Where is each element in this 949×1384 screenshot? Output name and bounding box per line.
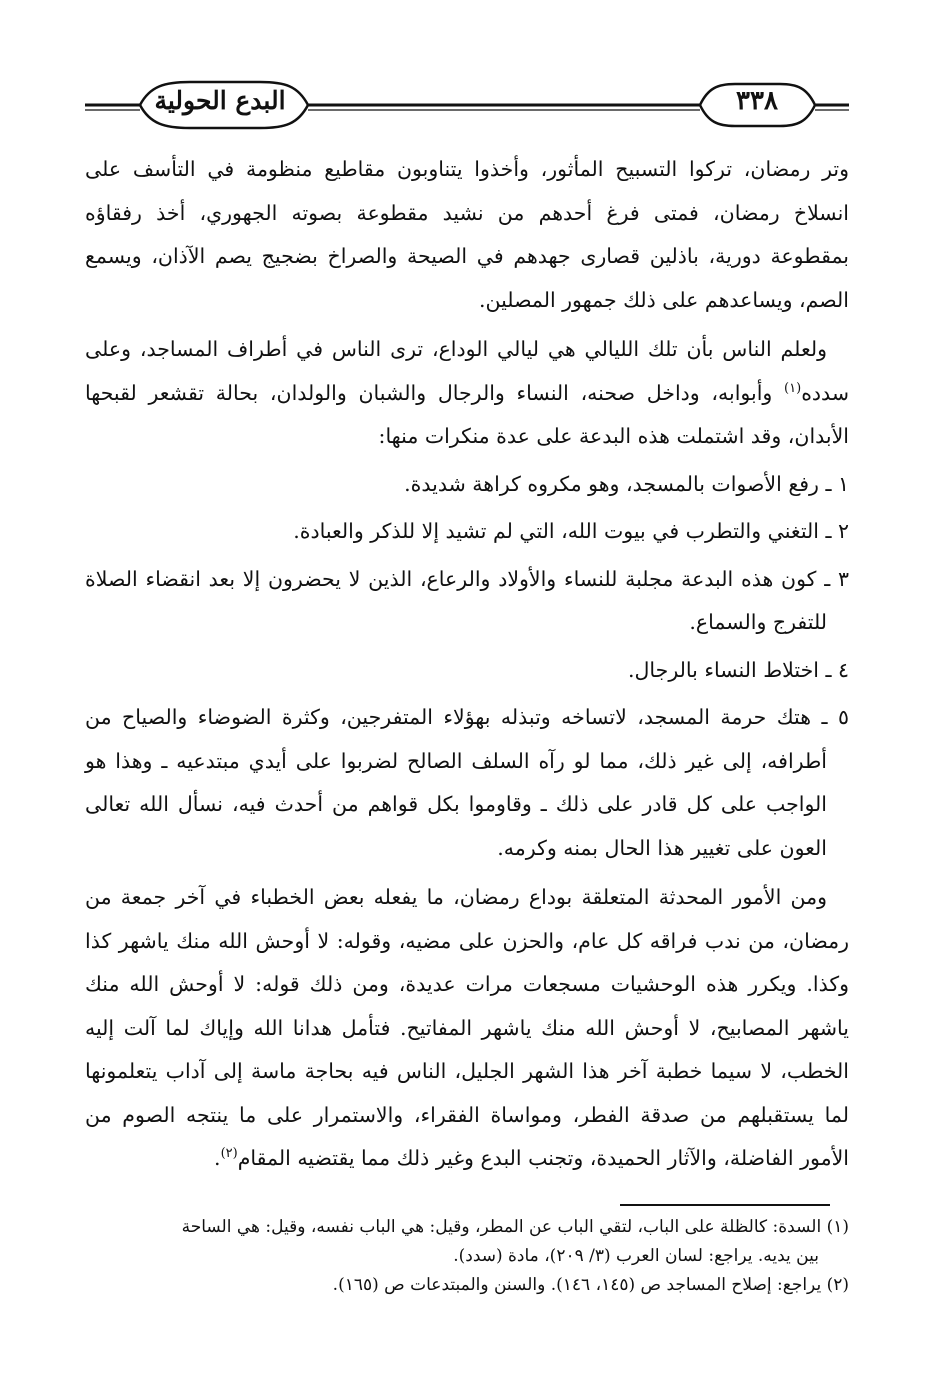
footnote-ref-1: (١) xyxy=(784,380,802,396)
paragraph-2-text-a: ولعلم الناس بأن تلك الليالي هي ليالي الوداع، ترى الناس في أطراف المساجد، وعلى سدده xyxy=(85,337,849,405)
footnote-2: (٢) يراجع: إصلاح المساجد ص (١٤٥، ١٤٦). والسنن والمبتدعات ص (١٦٥). xyxy=(332,1275,849,1295)
list-item: ٤ ـ اختلاط النساء بالرجال. xyxy=(628,657,849,682)
paragraph-2-text-b: وأبوابه، وداخل صحنه، النساء والرجال والشبان والولدان، بحالة تقشعر لقبحها الأبدان، وقد اشتملت هذه البدعة على عدة منكرات منها: xyxy=(85,380,849,448)
paragraph-3 xyxy=(85,876,849,1181)
header-ornament-frame xyxy=(0,74,949,136)
footnote-1-line-1: (١) السدة: كالظلة على الباب، لتقي الباب عن المطر، وقيل: هي الباب نفسه، وقيل: هي الساحة xyxy=(181,1217,849,1237)
list-item: ٢ ـ التغني والتطرب في بيوت الله، التي لم تشيد إلا للذكر والعبادة. xyxy=(293,519,849,543)
footnotes xyxy=(85,1213,849,1300)
list-item: ١ ـ رفع الأصوات بالمسجد، وهو مكروه كراهة شديدة. xyxy=(404,471,849,496)
footnote-ref-2: (٢) xyxy=(220,1146,238,1162)
footnote-1 xyxy=(85,1213,849,1271)
list-item: ٥ ـ هتك حرمة المسجد، لاتساخه وتبذله بهؤلاء المتفرجين، وكثرة الضوضاء والصياح من أطرافه، إلى غير ذلك، مما لو رآه السلف الصالح لضربوا على أيدي مبتدعيه ـ وهذا هو الواجب على كل قادر على ذلك ـ وقاوموا بكل قواهم من أحدث فيه، نسأل الله تعالى العون على تغيير هذا الحال بمنه وكرمه. xyxy=(85,705,849,860)
list-item: ٣ ـ كون هذه البدعة مجلبة للنساء والأولاد والرعاع، الذين لا يحضرون إلا بعد انقضاء الصلاة للتفرج والسماع. xyxy=(85,566,849,634)
main-text xyxy=(85,148,849,1181)
footnote-1-line-2: بين يديه. يراجع: لسان العرب (٣/ ٢٠٩)، مادة (سدد). xyxy=(453,1246,819,1266)
paragraph-3-text: ومن الأمور المحدثة المتعلقة بوداع رمضان، ما يفعله بعض الخطباء في آخر جمعة من رمضان، من ندب فراقه كل عام، والحزن على مضيه، وقوله: لا أوحش الله منك ياشهر كذا وكذا. ويكرر هذه الوحشيات مسجعات مرات عديدة، ومن ذلك قوله: لا أوحش الله منك ياشهر المصابيح، لا أوحش الله منك ياشهر المفاتيح. فتأمل هدانا الله وإياك لما آلت إليه الخطب، لا سيما خطبة آخر هذا الشهر الجليل، الناس فيه بحاجة ماسة إلى آداب يتعلمونها لما يستقبلهم من صدقة الفطر، ومواساة الفقراء، والاستمرار على ما ينتجه الصوم من الأمور الفاضلة، والآثار الحميدة، وتجنب البدع وغير ذلك مما يقتضيه المقام xyxy=(85,885,849,1170)
paragraph-1: وتر رمضان، تركوا التسبيح المأثور، وأخذوا يتناوبون مقاطيع منظومة في التأسف على انسلاخ رمضان، فمتى فرغ أحدهم من نشيد مقطوعة بصوته الجهوري، أخذ رفقاؤه بمقطوعة دورية، باذلين قصارى جهدهم في الصيحة والصراخ بضجيج يصم الآذان، ويسمع الصم، ويساعدهم على ذلك جمهور المصلين. xyxy=(85,157,849,312)
footnote-separator xyxy=(620,1204,830,1206)
page-number: ٣٣٨ xyxy=(736,86,778,116)
page-header xyxy=(0,74,949,136)
running-title: البدع الحولية xyxy=(154,86,286,115)
paragraph-2 xyxy=(85,328,849,459)
paragraph-3-end: . xyxy=(214,1146,221,1170)
